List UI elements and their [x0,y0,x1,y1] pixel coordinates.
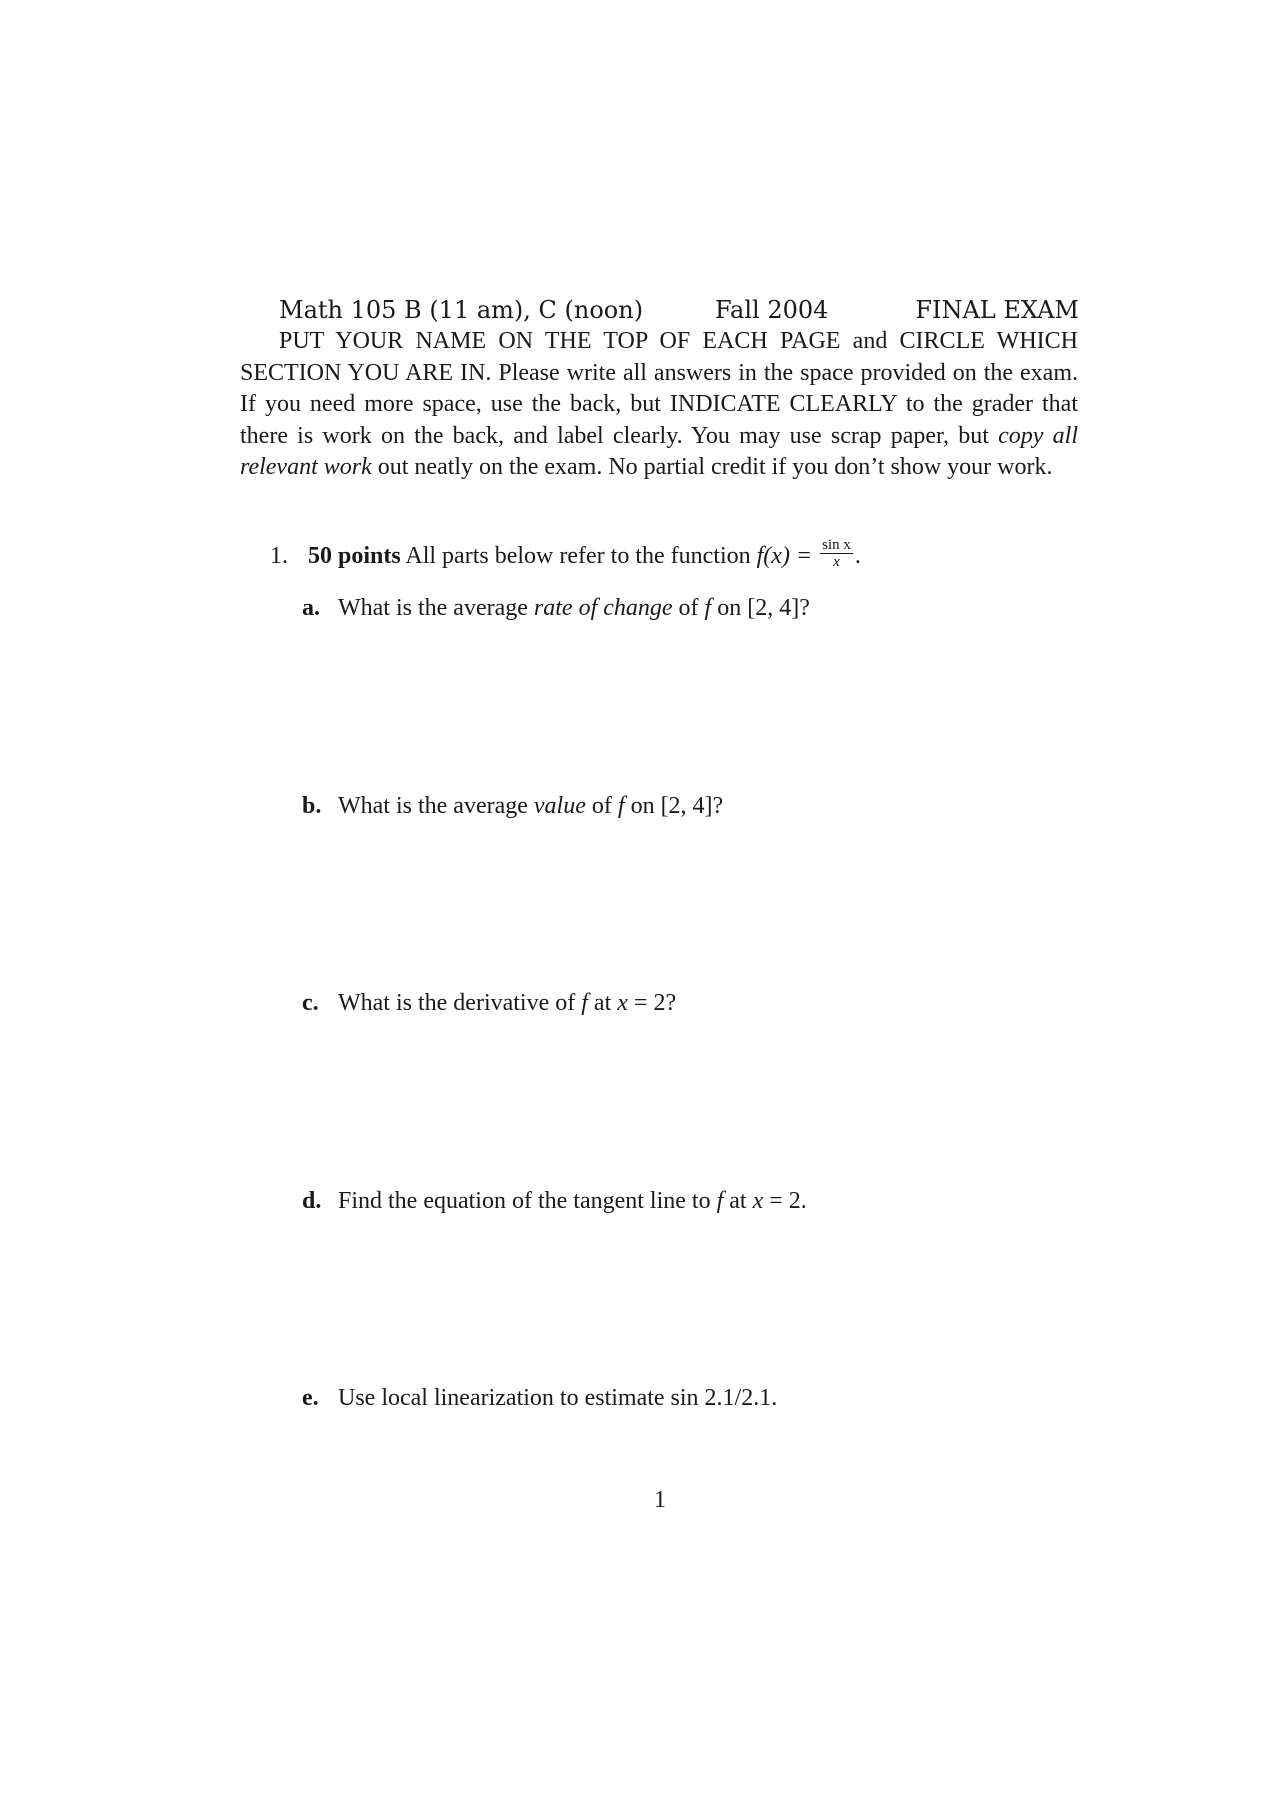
part-b-var: f [617,793,625,819]
part-a-letter: a. [302,595,320,621]
part-e-text: Use local linearization to estimate sin 2.1/2.1. [338,1385,778,1411]
part-b-question [302,790,723,822]
part-c-mid: at [587,990,618,1016]
page-number: 1 [654,1487,666,1513]
part-a-text-2: of [672,595,705,621]
part-a-emphasis: rate of change [533,595,673,621]
part-b-tail: on [2, 4]? [624,793,724,819]
part-c-var2: x [617,990,628,1016]
part-b-letter: b. [302,793,322,819]
fraction-denominator: x [833,553,840,570]
course-label: Math 105 B (11 am), C (noon) [279,296,644,324]
instructions-emphasis: copy all relevant work [240,422,1079,480]
part-a-text: What is the average [338,595,534,621]
part-c-letter: c. [302,990,319,1016]
exam-instructions [240,326,1078,484]
exam-title: FINAL EXAM [915,296,1079,324]
instructions-text-2: out neatly on the exam. No partial credit if you don’t show your work. [371,454,1053,480]
function-definition: f(x) = [756,543,819,569]
problem-points: 50 points [308,543,401,569]
part-d-text: Find the equation of the tangent line to [338,1188,717,1214]
part-e-letter: e. [302,1385,319,1411]
part-a-tail: on [2, 4]? [711,595,810,621]
part-d-var2: x [752,1188,764,1214]
problem-1-statement [270,536,1030,574]
part-d-mid: at [723,1188,753,1214]
part-d-letter: d. [302,1188,322,1214]
fraction-numerator: sin x [822,536,851,553]
part-d-var: f [716,1188,724,1214]
problem-end: . [854,543,861,569]
part-d-tail: = 2. [763,1188,807,1214]
part-b-emphasis: value [533,793,586,819]
part-c-question [302,987,676,1019]
part-a-var: f [704,595,712,621]
part-b-text: What is the average [338,793,534,819]
instructions-text-1: PUT YOUR NAME ON THE TOP OF EACH PAGE and CIRCLE WHICH SECTION YOU ARE IN. Please write all answers in the space provided on the exam. If you need more space, use the back, but INDICATE CLEARLY to the grader that there is work on the back, and label clearly. You may use scrap paper, but [240,328,1078,449]
part-c-var: f [581,990,588,1016]
part-d-question [302,1185,807,1217]
part-c-tail: = 2? [627,990,677,1016]
part-e-question [302,1382,777,1414]
part-c-text: What is the derivative of [338,990,582,1016]
part-a-question [302,592,810,624]
term-label: Fall 2004 [715,296,829,324]
problem-number: 1. [270,543,288,569]
part-b-text-2: of [585,793,618,819]
problem-intro: All parts below refer to the function [405,543,757,569]
function-fraction [820,537,853,570]
